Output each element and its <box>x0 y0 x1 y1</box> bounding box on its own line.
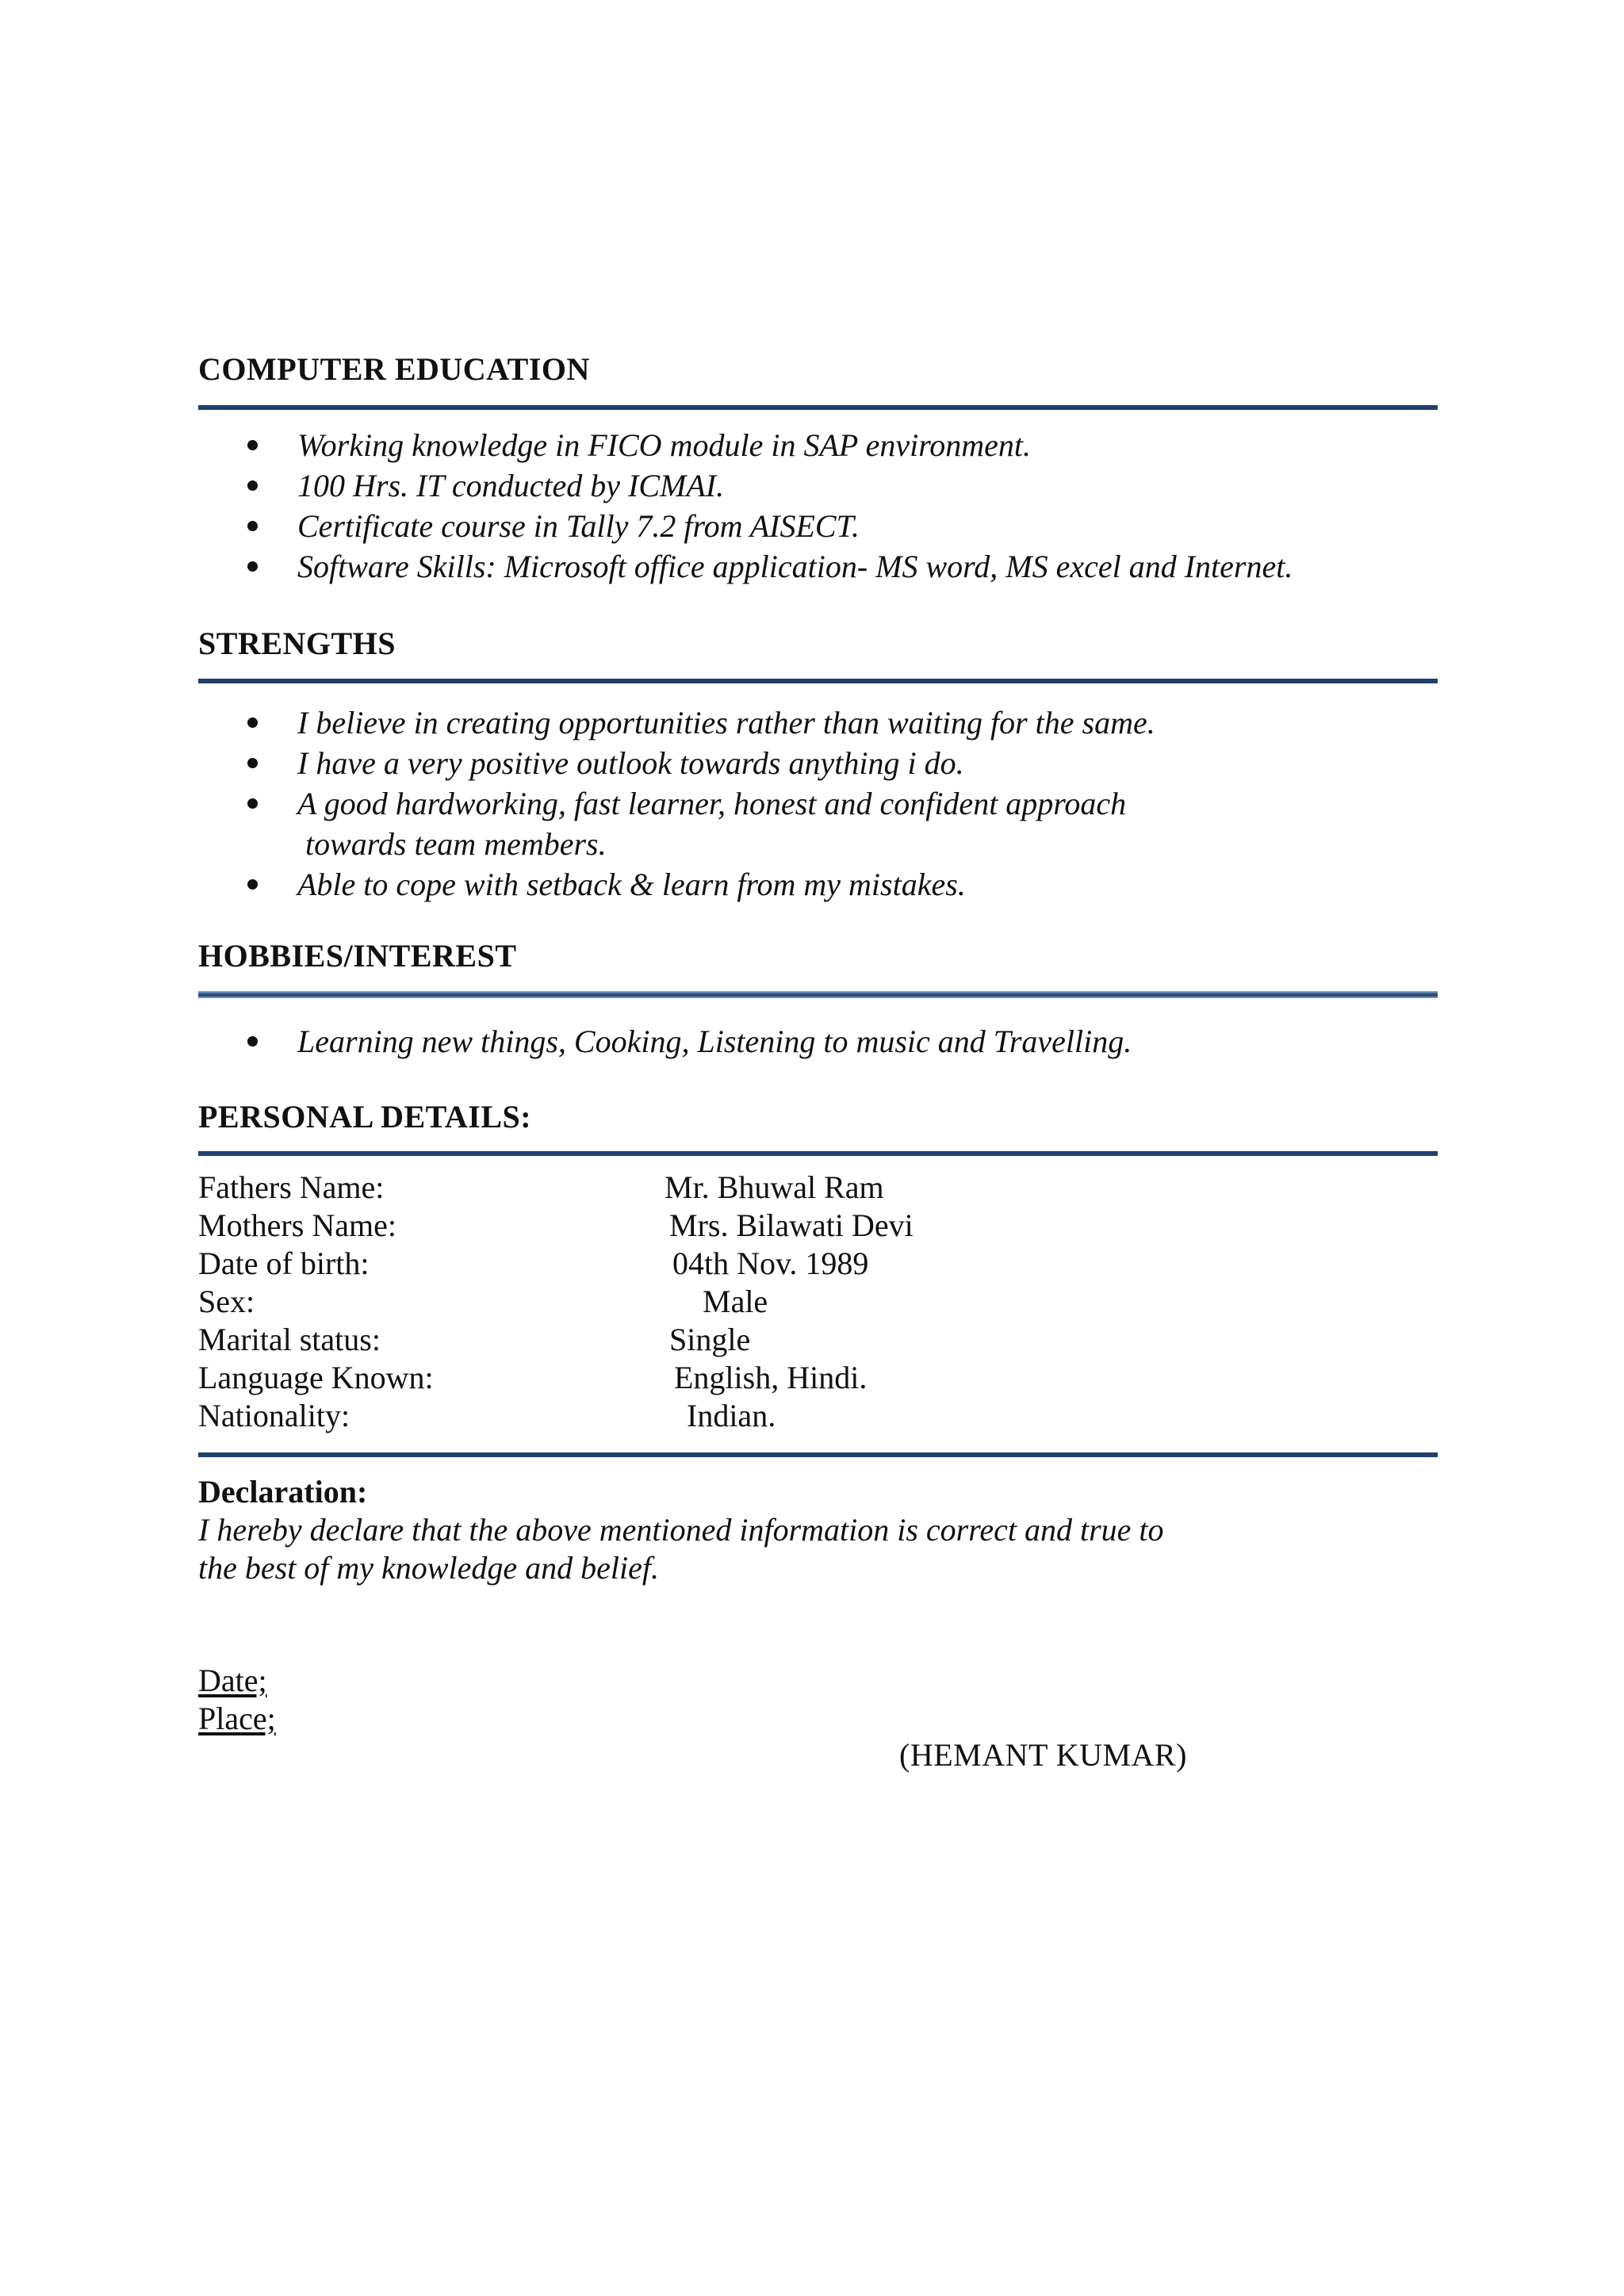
bullet-icon <box>247 879 258 890</box>
detail-label: Nationality: <box>198 1398 350 1433</box>
detail-value: Mrs. Bilawati Devi <box>669 1207 914 1243</box>
personal-details-bottom-divider <box>198 1452 1438 1457</box>
list-item: 100 Hrs. IT conducted by ICMAI. <box>198 465 1467 506</box>
declaration-text <box>198 1511 1388 1587</box>
bullet-icon <box>247 480 258 491</box>
declaration-heading: Declaration: <box>198 1474 368 1510</box>
computer-education-list <box>198 425 1467 587</box>
list-item: I have a very positive outlook towards anything i do. <box>198 743 1467 783</box>
bullet-icon <box>247 798 258 809</box>
detail-value: 04th Nov. 1989 <box>672 1246 869 1281</box>
list-item: Working knowledge in FICO module in SAP environment. <box>198 425 1467 465</box>
list-item: Able to cope with setback & learn from my mistakes. <box>198 864 1467 905</box>
place-label: Place; <box>198 1701 276 1736</box>
detail-label: Sex: <box>198 1284 255 1319</box>
list-item: I believe in creating opportunities rather than waiting for the same. <box>198 702 1467 743</box>
hobbies-divider <box>198 991 1438 998</box>
hobbies-heading: HOBBIES/INTEREST <box>198 938 517 974</box>
hobbies-list <box>198 1021 1467 1062</box>
personal-details-heading: PERSONAL DETAILS: <box>198 1099 532 1135</box>
detail-value: Indian. <box>687 1398 776 1433</box>
detail-value: Male <box>703 1284 768 1319</box>
bullet-icon <box>247 718 258 728</box>
bullet-icon <box>247 521 258 531</box>
strengths-list <box>198 702 1467 905</box>
detail-value: Mr. Bhuwal Ram <box>665 1169 884 1205</box>
detail-label: Language Known: <box>198 1360 434 1395</box>
bullet-icon <box>247 440 258 450</box>
detail-label: Mothers Name: <box>198 1207 396 1243</box>
bullet-icon <box>247 1036 258 1047</box>
strengths-heading: STRENGTHS <box>198 626 396 661</box>
declaration-line: I hereby declare that the above mentioned information is correct and true to <box>198 1512 1164 1548</box>
personal-details-top-divider <box>198 1151 1438 1156</box>
computer-education-divider <box>198 405 1438 410</box>
strengths-divider <box>198 679 1438 683</box>
computer-education-heading: COMPUTER EDUCATION <box>198 351 590 387</box>
signature-name: (HEMANT KUMAR) <box>899 1737 1187 1773</box>
list-item: Learning new things, Cooking, Listening to music and Travelling. <box>198 1021 1467 1062</box>
detail-value: English, Hindi. <box>674 1360 868 1395</box>
list-item: Certificate course in Tally 7.2 from AISECT. <box>198 506 1467 546</box>
declaration-line: the best of my knowledge and belief. <box>198 1550 659 1586</box>
detail-value: Single <box>669 1322 751 1357</box>
detail-label: Marital status: <box>198 1322 381 1357</box>
detail-label: Date of birth: <box>198 1246 370 1281</box>
bullet-icon <box>247 561 258 572</box>
list-item: A good hardworking, fast learner, honest and confident approach towards team members. <box>198 783 1467 864</box>
list-item: Software Skills: Microsoft office application- MS word, MS excel and Internet. <box>198 546 1467 587</box>
detail-label: Fathers Name: <box>198 1169 385 1205</box>
bullet-icon <box>247 758 258 768</box>
date-label: Date; <box>198 1663 267 1698</box>
